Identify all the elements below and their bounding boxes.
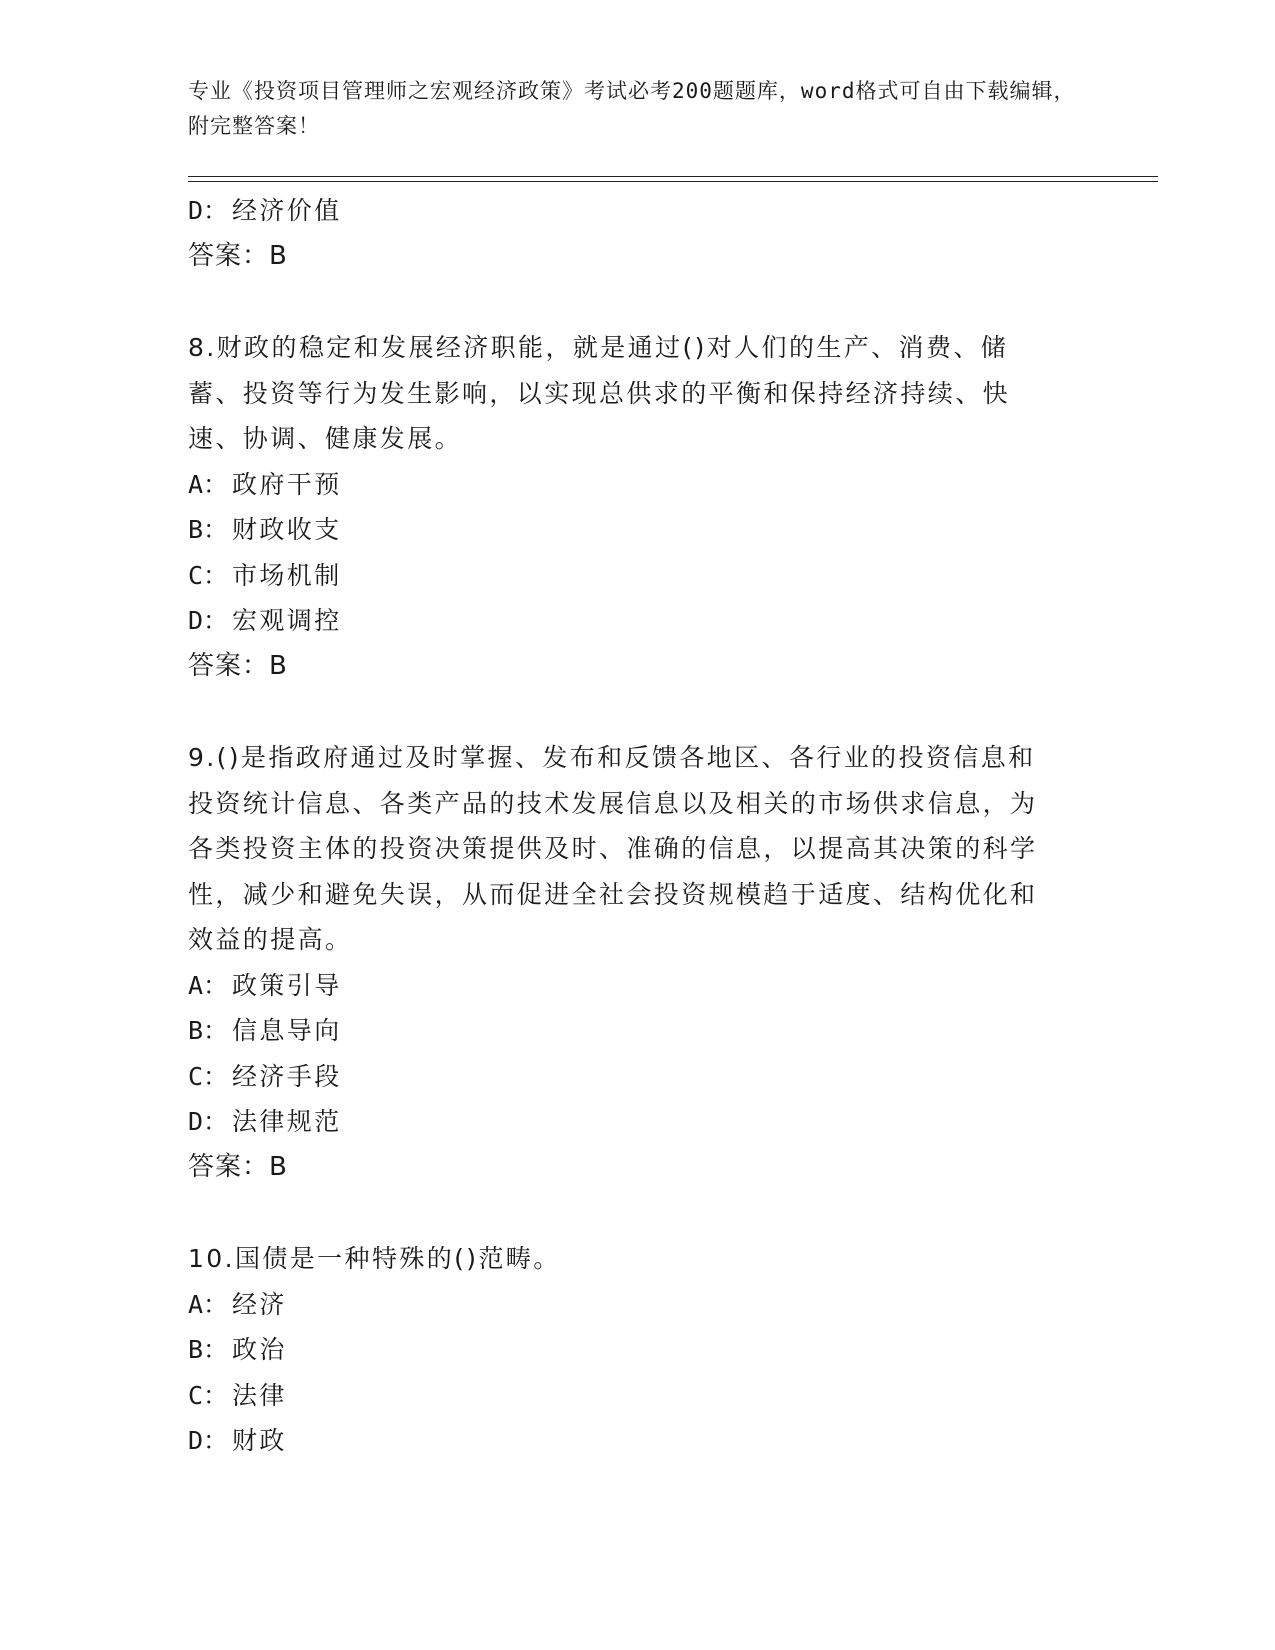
option-key: D：: [188, 196, 229, 225]
option-text: 政治: [232, 1335, 287, 1364]
option-d: [188, 1099, 1068, 1145]
option-text: 政府干预: [232, 469, 342, 499]
header-rule-top: [188, 176, 1158, 177]
option-c: [188, 553, 1068, 599]
option-text: 经济: [232, 1289, 287, 1319]
option-b: [188, 507, 1068, 553]
option-b: [188, 1327, 1068, 1373]
question-9-text: 9.()是指政府通过及时掌握、发布和反馈各地区、各行业的投资信息和投资统计信息、各类产品的技术发展信息以及相关的市场供求信息，为各类投资主体的投资决策提供及时、准确的信息，以提高其决策的科学性，减少和避免失误，从而促进全社会投资规模趋于适度、结构优化和效益的提高。: [188, 743, 1038, 954]
option-text: 经济手段: [232, 1061, 342, 1091]
option-key: D：: [188, 1107, 229, 1136]
option-a: [188, 963, 1068, 1009]
option-b: [188, 1008, 1068, 1054]
option-key: A：: [188, 970, 229, 1000]
option-text: 财政: [232, 1426, 287, 1455]
option-text: 信息导向: [232, 1016, 342, 1045]
option-key: C：: [188, 560, 229, 590]
option-key: C：: [188, 1061, 229, 1091]
option-d: [188, 598, 1068, 644]
option-key: A：: [188, 469, 229, 499]
answer-line: 答案：B: [188, 1151, 288, 1182]
option-text: 财政收支: [232, 515, 342, 544]
option-d: [188, 188, 1068, 234]
option-a: [188, 462, 1068, 508]
option-key: B：: [188, 1016, 229, 1045]
option-a: [188, 1282, 1068, 1328]
document-body: [188, 188, 1068, 1464]
question-8-text: 8.财政的稳定和发展经济职能，就是通过()对人们的生产、消费、储蓄、投资等行为发生影响，以实现总供求的平衡和保持经济持续、快速、协调、健康发展。: [188, 333, 1011, 453]
option-d: [188, 1418, 1068, 1464]
question-10-text: 10.国债是一种特殊的()范畴。: [188, 1244, 561, 1273]
option-text: 法律规范: [232, 1107, 342, 1136]
option-text: 经济价值: [232, 196, 342, 225]
answer-line: 答案：B: [188, 650, 288, 681]
option-text: 法律: [232, 1380, 287, 1410]
page-header: 专业《投资项目管理师之宏观经济政策》考试必考200题题库，word格式可自由下载编辑，附完整答案！: [188, 79, 1076, 138]
header-rule-bottom: [188, 181, 1158, 182]
answer-line: 答案：B: [188, 240, 288, 271]
option-text: 政策引导: [232, 970, 342, 1000]
option-key: B：: [188, 1335, 229, 1364]
option-key: A：: [188, 1289, 229, 1319]
option-text: 市场机制: [232, 560, 342, 590]
option-c: [188, 1054, 1068, 1100]
option-key: C：: [188, 1380, 229, 1410]
option-key: D：: [188, 1426, 229, 1455]
option-text: 宏观调控: [232, 606, 342, 635]
option-key: D：: [188, 606, 229, 635]
option-key: B：: [188, 515, 229, 544]
option-c: [188, 1373, 1068, 1419]
